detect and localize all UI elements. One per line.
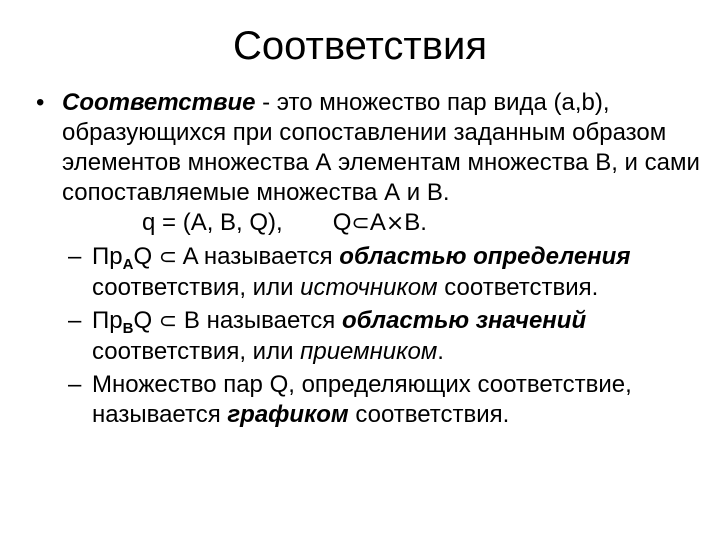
projection-subscript: A bbox=[122, 256, 134, 273]
item-text: A называется bbox=[177, 243, 340, 270]
definition-text: - это множество пар вида (a,b), образующихся при сопоставлении заданным образом элементов множества А элементам множества В, и сами сопоставляемые множества А и В. bbox=[62, 89, 700, 206]
projection-q: Q bbox=[133, 243, 153, 270]
item-text: . bbox=[437, 338, 444, 365]
formula-q: Q bbox=[332, 209, 352, 236]
formula-left: q = (A, B, Q), bbox=[142, 209, 283, 236]
formula-b: B. bbox=[404, 209, 427, 236]
times-symbol: × bbox=[385, 211, 405, 236]
bullet-marker: • bbox=[36, 89, 45, 116]
subset-symbol: ⊂ bbox=[158, 245, 178, 270]
projection-subscript: B bbox=[122, 320, 134, 337]
definition-bullet bbox=[36, 88, 706, 208]
projection-label: Пр bbox=[92, 243, 123, 270]
list-item bbox=[36, 370, 706, 430]
list-item bbox=[36, 242, 706, 303]
italic-term: приемником bbox=[300, 338, 438, 365]
slide-title: Соответствия bbox=[233, 24, 487, 68]
slide-body bbox=[36, 88, 706, 430]
italic-term: источником bbox=[300, 274, 438, 301]
item-text: B называется bbox=[177, 307, 342, 334]
item-text: соответствия. bbox=[348, 401, 510, 428]
item-text: соответствия, или bbox=[92, 338, 301, 365]
dash-marker: – bbox=[68, 371, 82, 398]
item-text: соответствия. bbox=[437, 274, 599, 301]
dash-marker: – bbox=[68, 307, 82, 334]
subset-symbol: ⊂ bbox=[158, 309, 178, 334]
dash-marker: – bbox=[68, 243, 82, 270]
bold-term: областью определения bbox=[339, 243, 631, 270]
subset-symbol: ⊂ bbox=[351, 211, 370, 236]
item-text: Множество пар Q, определяющих соответствие, называется bbox=[92, 371, 632, 428]
definition-term: Соответствие bbox=[62, 89, 256, 116]
bold-term: графиком bbox=[227, 401, 349, 428]
list-item bbox=[36, 306, 706, 367]
bold-term: областью значений bbox=[341, 307, 587, 334]
formula-a: A bbox=[369, 209, 386, 236]
item-text: соответствия, или bbox=[92, 274, 301, 301]
formula bbox=[36, 208, 706, 239]
projection-q: Q bbox=[133, 307, 153, 334]
projection-label: Пр bbox=[92, 307, 123, 334]
